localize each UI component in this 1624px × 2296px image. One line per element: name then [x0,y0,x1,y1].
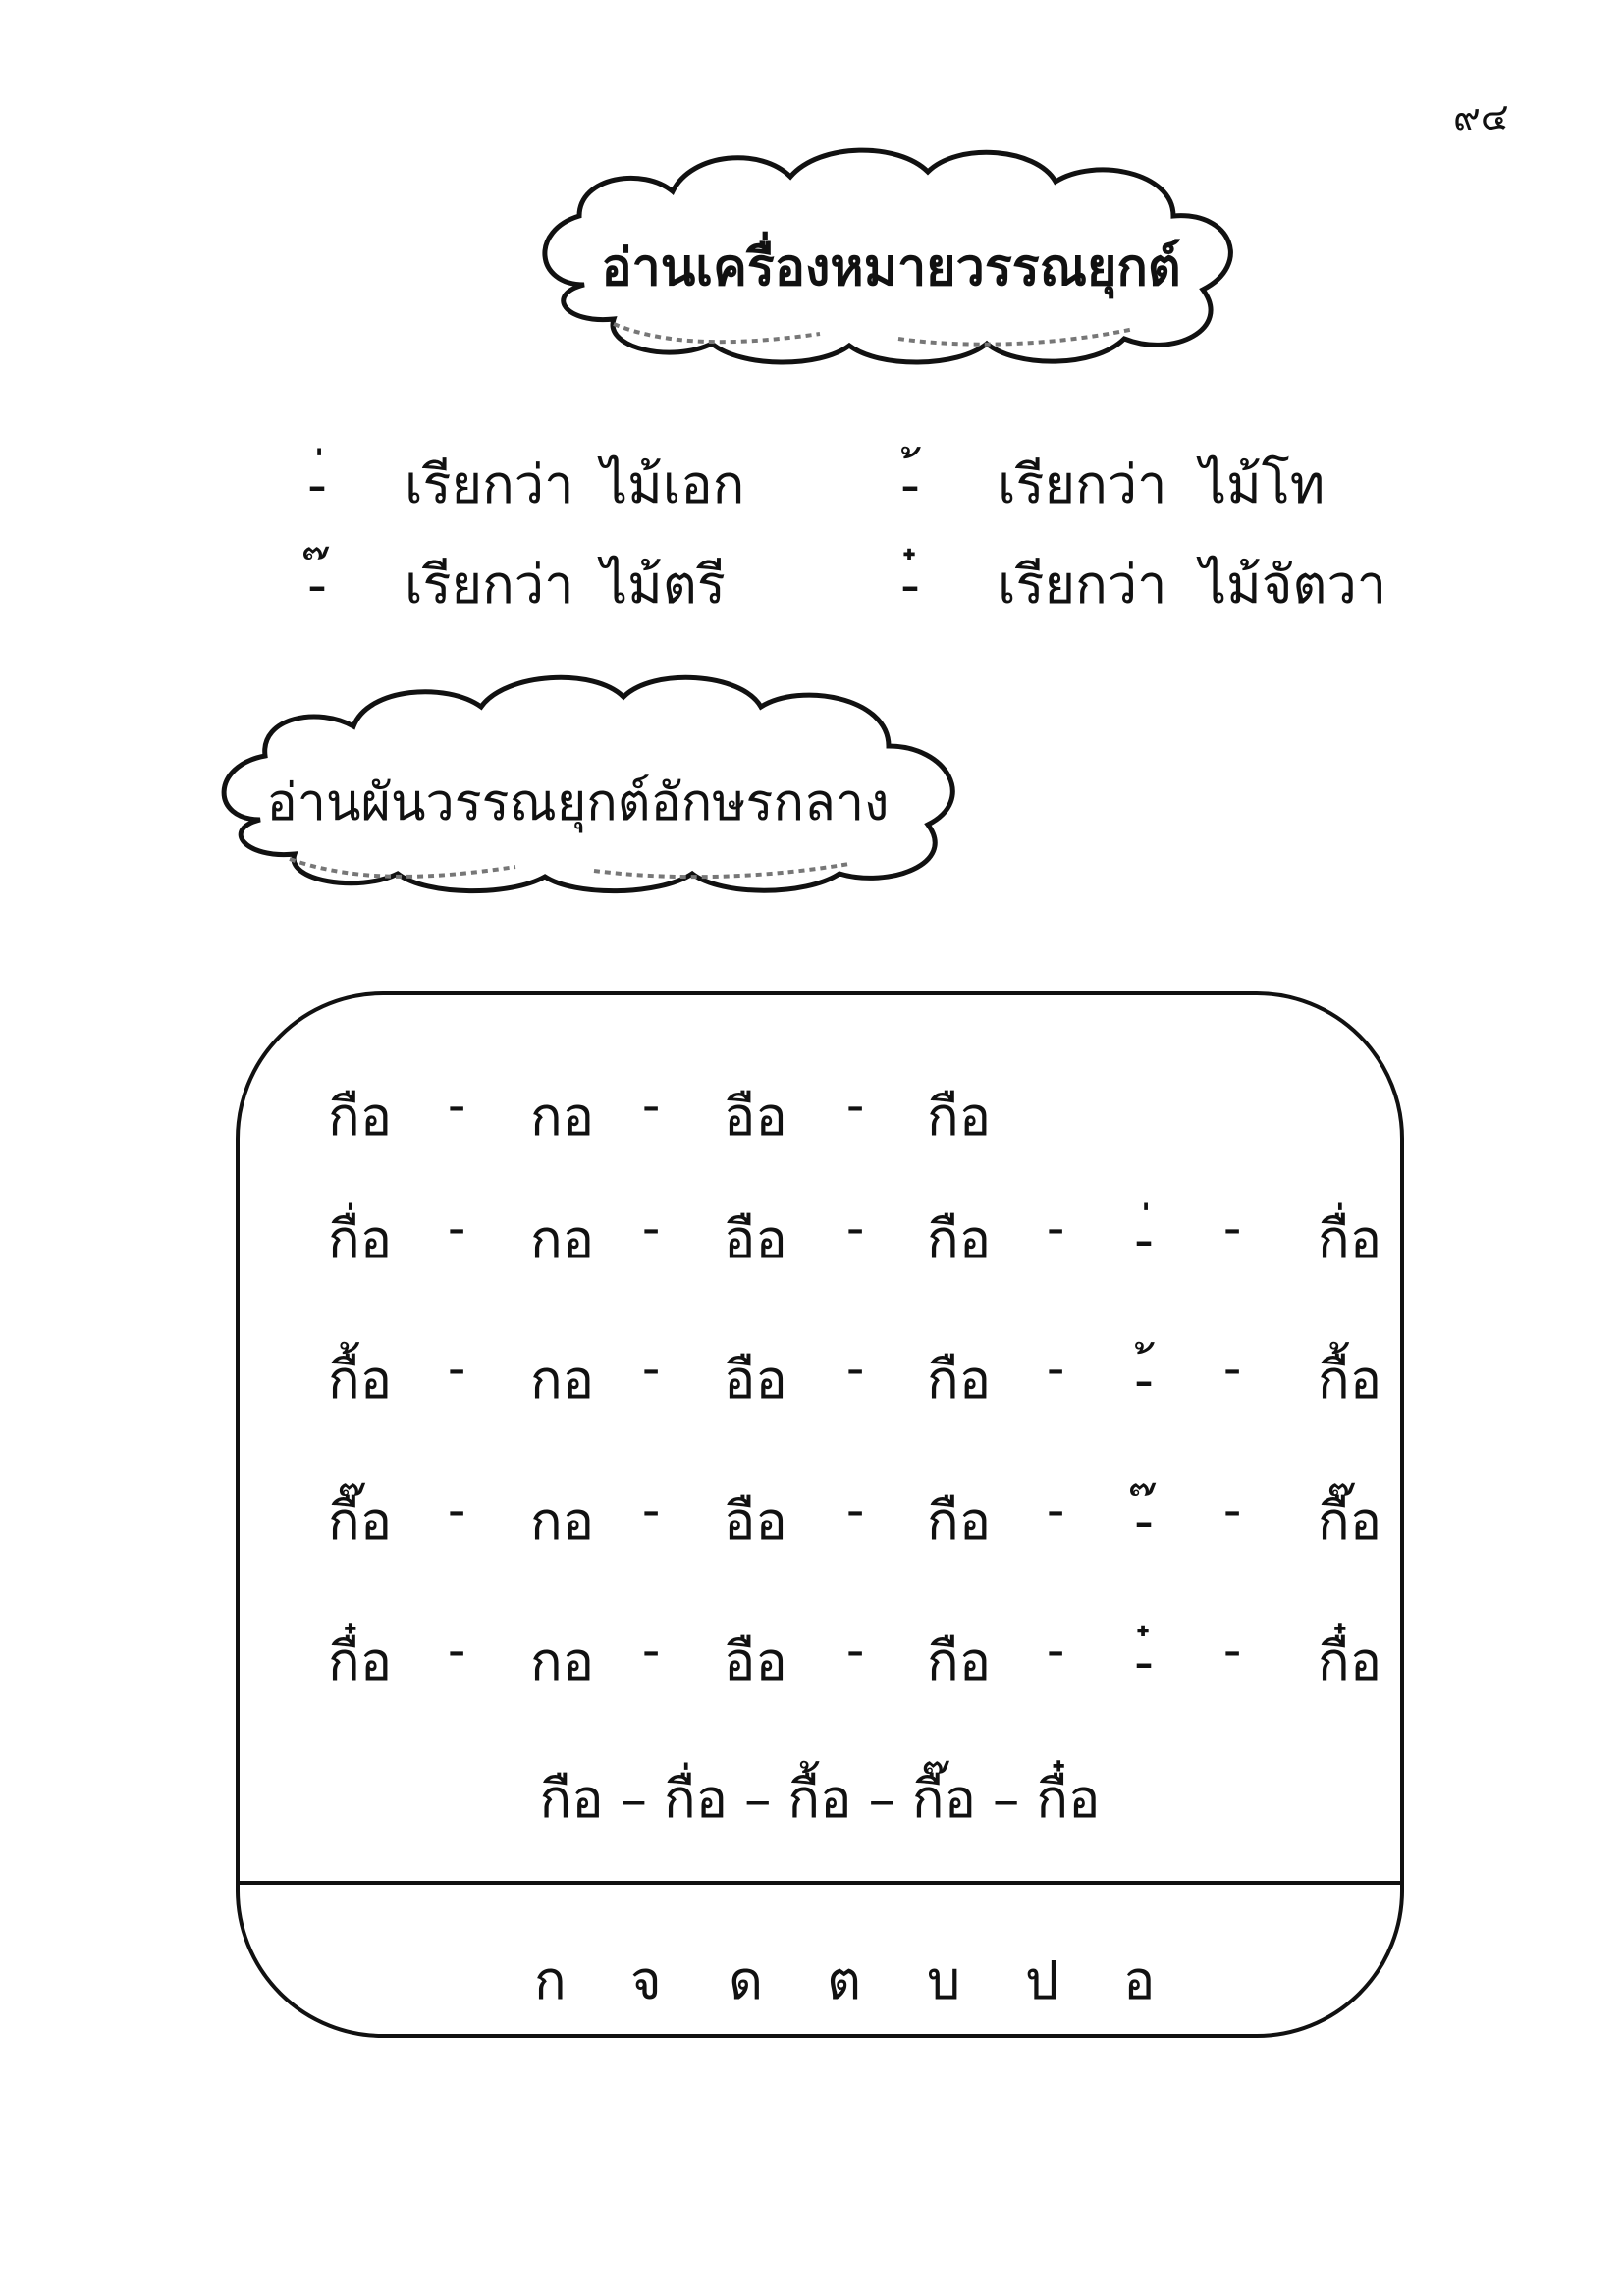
consonant: อ [1123,1949,1156,2011]
drill-separator: - [448,1478,466,1540]
drill-result-syllable: กื๋อ [1318,1630,1382,1692]
drill-syllable: กอ [530,1349,595,1411]
drill-row [240,1619,1400,1707]
drill-syllable: กอ [530,1630,595,1692]
drill-syllable: กอ [530,1208,595,1270]
consonant: ด [729,1949,764,2011]
drill-separator: - [1223,1478,1242,1540]
drill-separator: - [1047,1197,1065,1258]
drill-syllable: กอ [530,1490,595,1552]
drill-syllable: กื่อ [328,1208,393,1270]
drill-tone-mark: -๋ [1135,1630,1153,1692]
drill-separator: - [448,1337,466,1399]
drill-syllable: กือ [927,1349,992,1411]
drill-separator: - [1047,1478,1065,1540]
heading-drill: อ่านผันวรรณยุกต์อักษรกลาง [266,774,890,832]
tone-mark-symbol: -้ [901,454,919,515]
drill-tone-mark: -๊ [1135,1490,1153,1552]
drill-syllable: อือ [724,1490,787,1552]
drill-syllable: กือ [927,1490,992,1552]
consonant: จ [630,1949,662,2011]
drill-tone-mark: -้ [1135,1349,1153,1411]
drill-separator: - [642,1619,661,1681]
drill-separator: - [448,1619,466,1681]
heading-cloud-drill [211,663,992,898]
tone-mark-name: ไม้เอก [601,454,745,515]
drill-separator: - [846,1074,865,1136]
tone-mark-name: ไม้โท [1200,454,1326,515]
heading-cloud-tone-marks [525,137,1257,373]
drill-result-syllable: กื่อ [1318,1208,1382,1270]
drill-row [240,1074,1400,1162]
tone-mark-name: ไม้ตรี [601,554,726,615]
drill-result-syllable: กื้อ [1318,1349,1382,1411]
drill-separator: - [846,1337,865,1399]
drill-separator: - [846,1197,865,1258]
drill-separator: - [1223,1197,1242,1258]
drill-syllable: กื้อ [328,1349,393,1411]
drill-syllable: กื๊อ [328,1490,393,1552]
drill-result-syllable: กื๊อ [1318,1490,1382,1552]
tone-mark-called: เรียกว่า [998,454,1167,515]
drill-syllable: กือ [927,1630,992,1692]
drill-syllable: กือ [927,1086,992,1148]
tone-mark-called: เรียกว่า [405,454,574,515]
drill-separator: - [642,1074,661,1136]
tone-mark-called: เรียกว่า [405,554,574,615]
consonant: บ [927,1949,961,2011]
drill-separator: - [1047,1337,1065,1399]
tone-mark-symbol: -๊ [308,554,326,615]
drill-syllable: อือ [724,1349,787,1411]
drill-syllable: กือ [927,1208,992,1270]
drill-separator: - [642,1478,661,1540]
heading-tone-marks: อ่านเครื่องหมายวรรณยุกต์ [601,238,1181,297]
drill-row [240,1478,1400,1567]
drill-separator: - [1223,1619,1242,1681]
drill-separator: - [846,1619,865,1681]
drill-syllable: อือ [724,1630,787,1692]
drill-syllable: กอ [530,1086,595,1148]
divider [240,1881,1400,1885]
tone-mark-symbol: -่ [308,454,326,515]
drill-syllable: อือ [724,1208,787,1270]
drill-separator: - [1223,1337,1242,1399]
drill-separator: - [642,1197,661,1258]
drill-syllable: กือ [328,1086,393,1148]
drill-row [240,1197,1400,1285]
consonant: ป [1025,1949,1059,2011]
consonant: ก [534,1949,567,2011]
drill-syllable: อือ [724,1086,787,1148]
drill-separator: - [448,1074,466,1136]
drill-separator: - [448,1197,466,1258]
tone-mark-called: เรียกว่า [998,554,1167,615]
page-number: ๙๔ [1453,95,1509,138]
drill-separator: - [846,1478,865,1540]
tone-mark-name: ไม้จัตวา [1200,554,1387,615]
tone-mark-symbol: -๋ [901,554,919,615]
drill-separator: - [1047,1619,1065,1681]
drill-separator: - [642,1337,661,1399]
consonant: ต [827,1949,862,2011]
drill-syllable: กื๋อ [328,1630,393,1692]
drill-row [240,1337,1400,1425]
drill-summary: กือ – กื่อ – กื้อ – กื๊อ – กื๋อ [539,1768,1101,1830]
tone-drill-box [236,991,1404,2038]
drill-tone-mark: -่ [1135,1208,1153,1270]
